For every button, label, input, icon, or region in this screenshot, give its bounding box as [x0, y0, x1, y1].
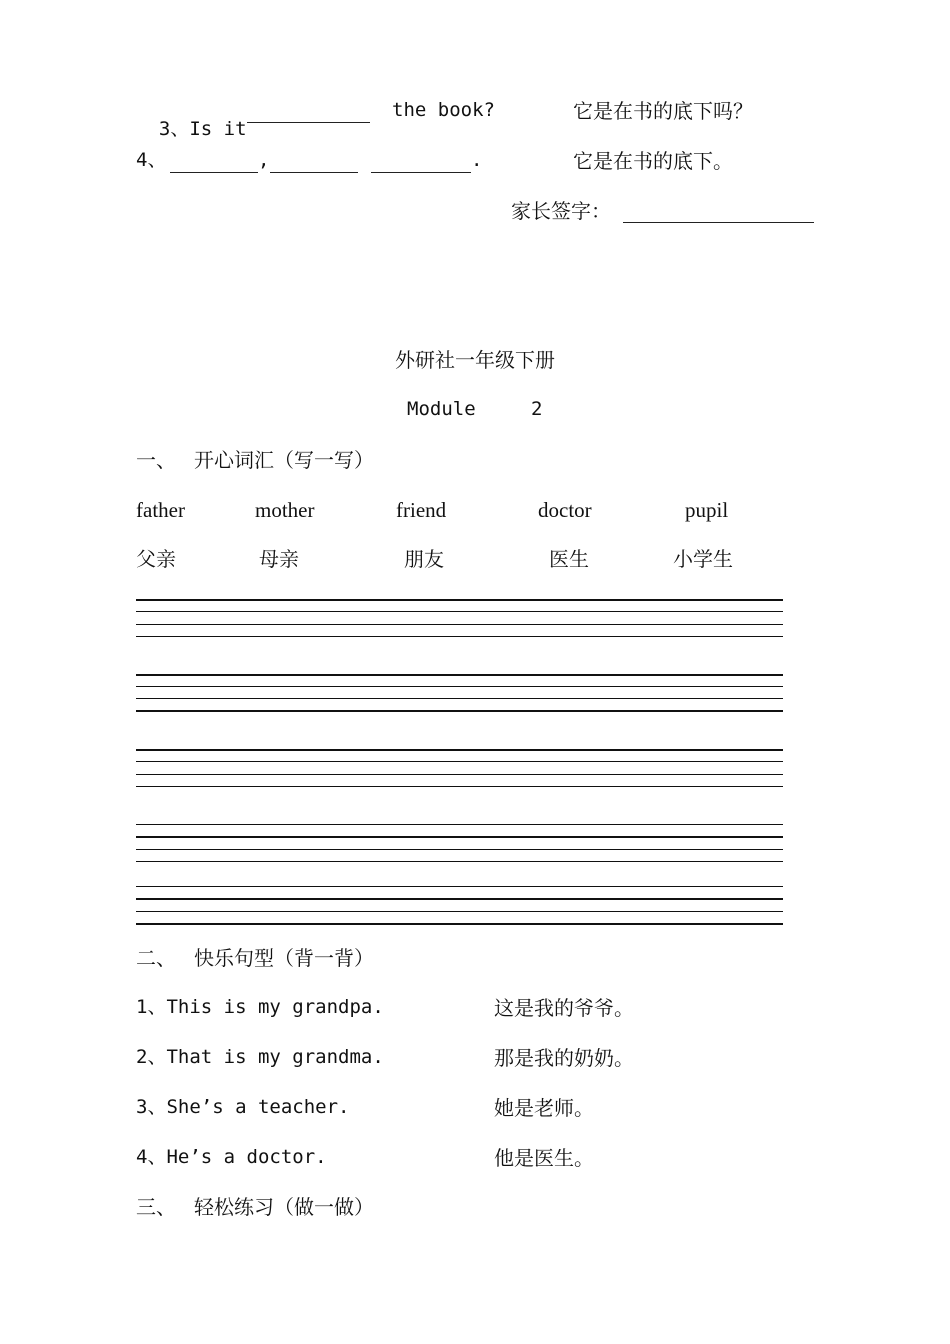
sentence-2-chinese: 那是我的奶奶。 [494, 1046, 634, 1070]
vocab-word-friend: friend [396, 498, 447, 522]
module-number: 2 [531, 398, 543, 420]
question-3-prefix: Is it [189, 118, 247, 140]
vocab-meaning-doctor: 医生 [549, 547, 589, 571]
question-4-blank-3[interactable] [371, 154, 471, 173]
sentence-1-chinese: 这是我的爷爷。 [494, 996, 634, 1020]
question-4-blank-2[interactable] [270, 154, 358, 173]
vocab-meaning-pupil: 小学生 [673, 547, 733, 571]
sentence-4-chinese: 他是医生。 [494, 1146, 594, 1170]
sentence-4-english: 4、He’s a doctor. [136, 1146, 327, 1168]
writing-grid-1[interactable] [136, 599, 783, 639]
question-4-number: 4、 [136, 149, 167, 171]
sentence-2-english: 2、That is my grandma. [136, 1046, 384, 1068]
section-1-heading: 开心词汇（写一写） [194, 448, 374, 472]
question-4-chinese: 它是在书的底下。 [573, 149, 733, 173]
vocab-word-doctor: doctor [538, 498, 592, 522]
section-3-heading: 轻松练习（做一做） [194, 1195, 374, 1219]
question-4-period: . [471, 149, 483, 171]
question-3-number: 3、 [158, 118, 190, 140]
writing-grid-5[interactable] [136, 886, 783, 926]
vocab-word-mother: mother [255, 498, 315, 522]
writing-grid-2[interactable] [136, 674, 783, 714]
question-3-answer-blank[interactable] [247, 104, 370, 123]
question-4-comma: , [258, 149, 270, 171]
parent-signature-field[interactable] [623, 204, 814, 223]
parent-signature-label: 家长签字： [511, 199, 611, 223]
sentence-1-english: 1、This is my grandpa. [136, 996, 384, 1018]
sentence-3-english: 3、She’s a teacher. [136, 1096, 350, 1118]
vocab-word-father: father [136, 498, 185, 522]
question-3-suffix: the book? [392, 99, 495, 121]
question-4-blank-1[interactable] [170, 154, 258, 173]
section-2-heading: 快乐句型（背一背） [194, 946, 374, 970]
section-3-number: 三、 [136, 1195, 176, 1219]
module-label: Module [407, 398, 476, 420]
vocab-meaning-friend: 朋友 [404, 547, 444, 571]
writing-grid-4[interactable] [136, 824, 783, 864]
vocab-word-pupil: pupil [685, 498, 729, 522]
sentence-3-chinese: 她是老师。 [494, 1096, 594, 1120]
section-1-number: 一、 [136, 448, 176, 472]
page-title: 外研社一年级下册 [395, 348, 555, 372]
vocab-meaning-father: 父亲 [136, 547, 176, 571]
writing-grid-3[interactable] [136, 749, 783, 789]
section-2-number: 二、 [136, 946, 176, 970]
question-3-chinese: 它是在书的底下吗？ [573, 99, 753, 123]
vocab-meaning-mother: 母亲 [259, 547, 299, 571]
question-3 [136, 101, 247, 139]
